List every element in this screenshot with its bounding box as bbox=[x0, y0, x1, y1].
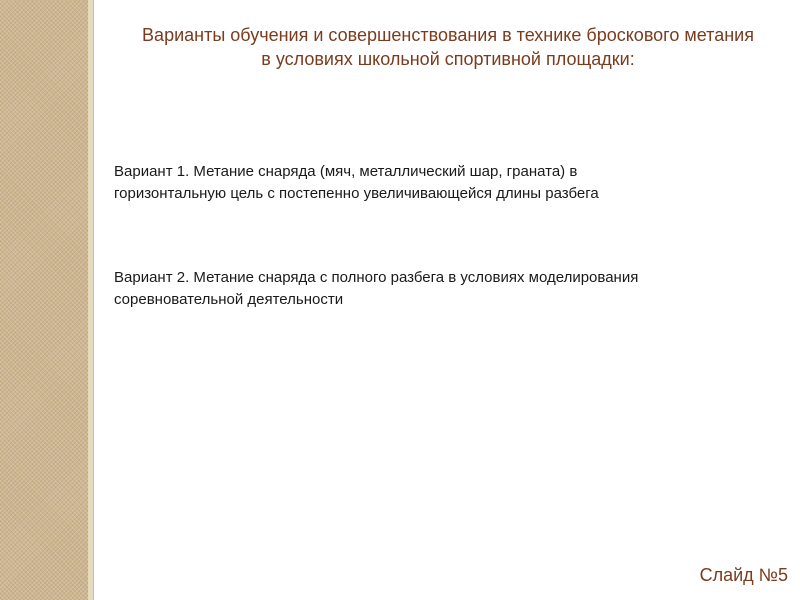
side-divider-line bbox=[93, 0, 94, 600]
variant-1-line: Вариант 1. Метание снаряда (мяч, металлический шар, граната) в bbox=[114, 163, 578, 180]
slide-title bbox=[96, 23, 800, 71]
slide-title-line: в условиях школьной спортивной площадки: bbox=[261, 49, 635, 69]
slide-title-line: Варианты обучения и совершенствования в технике броскового метания bbox=[142, 25, 754, 45]
variant-2-line: Вариант 2. Метание снаряда с полного разбега в условиях моделирования bbox=[114, 269, 639, 286]
slide-number: Слайд №5 bbox=[699, 565, 788, 585]
variant-1-line: горизонтальную цель с постепенно увеличивающейся длины разбега bbox=[114, 185, 599, 202]
variant-2-line: соревновательной деятельности bbox=[114, 291, 344, 308]
variant-1-text bbox=[114, 161, 774, 205]
decorative-side-bar bbox=[0, 0, 88, 600]
variant-2-text bbox=[114, 267, 774, 311]
